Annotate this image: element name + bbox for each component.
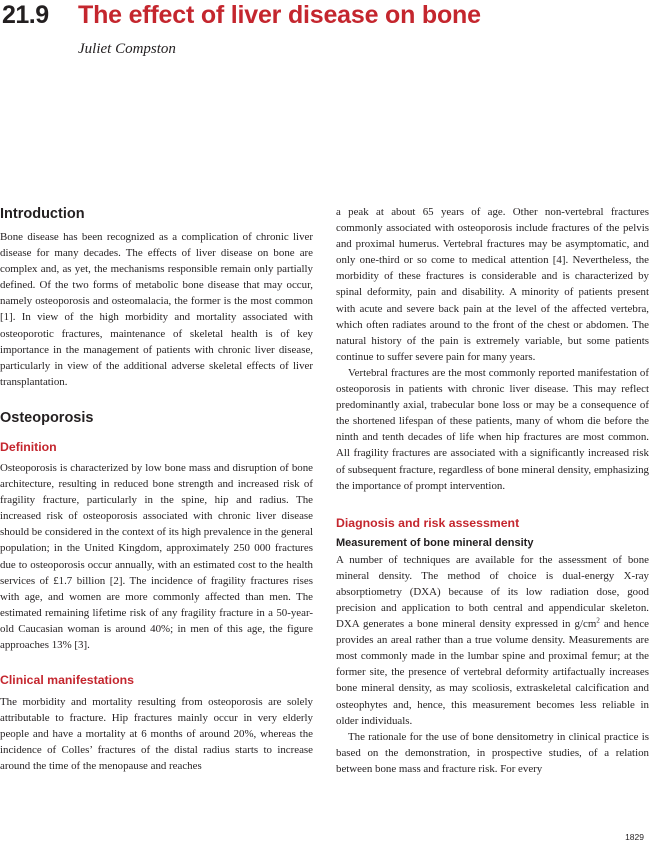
vertebral-fractures-paragraph: Vertebral fractures are the most commonly reported manifestation of osteoporosis in patients with chronic liver disease. This may reflect predominantly axial, trabecular bone loss or may be a consequence of the shortened lifespan of these patients, many of whom die before the ninth and tenth decades of life when hip fractures are most common. All fragility fractures are associated with a significantly increased risk of subsequent fracture, regardless of bone mineral density, emphasizing the importance of prompt intervention. — [336, 366, 649, 492]
measurement-heading: Measurement of bone mineral density — [336, 536, 534, 549]
left-column — [0, 205, 313, 775]
definition-paragraph: Osteoporosis is characterized by low bone mass and disruption of bone architecture, resulting in reduced bone strength and increased risk of fragility fracture, particularly in the spine, hip and radius. The increased risk of osteoporosis associated with chronic liver disease should be considered in the context of its high prevalence in the general population; in the United Kingdom, approximately 250 000 fractures due to osteoporosis occur annually, with an estimated cost to the health services of £1.7 billion [2]. The incidence of fragility fractures rises with age, and women are more commonly affected than men. The estimated remaining lifetime risk of any fragility fracture in a 50-year-old Caucasian woman is around 40%; in men of this age, the figure approaches 13% [3]. — [0, 461, 313, 651]
right-column — [336, 205, 649, 777]
superscript-two: 2 — [596, 616, 600, 625]
clinical-continued-paragraph: a peak at about 65 years of age. Other non-vertebral fractures commonly associated with osteoporosis include fractures of the pelvis and proximal humerus. Vertebral fractures may be asymptomatic, and only one-third or so come to medical attention [4]. Nevertheless, the morbidity of these fractures is considerable and is characterized by spinal deformity, pain and disability. A minority of patients present with acute and severe back pain at the level of the affected vertebra, which often radiates around to the front of the chest or abdomen. The natural history of the pain is extremely variable, but some patients continue to suffer severe pain for many years. — [336, 206, 649, 363]
introduction-heading: Introduction — [0, 206, 85, 222]
definition-heading: Definition — [0, 439, 57, 454]
introduction-paragraph: Bone disease has been recognized as a complication of chronic liver disease for many decades. The effects of liver disease on bone are complex and, as yet, the mechanisms responsible remain only partially defined. Of the two forms of metabolic bone disease that may occur, namely osteoporosis and osteomalacia, the former is the most common [1]. In view of the high morbidity and mortality associated with osteoporotic fractures, maintenance of skeletal health is of key importance in the management of patients with chronic liver disease, particularly in view of the additional adverse skeletal effects of liver transplantation. — [0, 231, 313, 388]
chapter-header — [2, 0, 642, 36]
author-name: Juliet Compston — [78, 41, 176, 57]
rationale-paragraph: The rationale for the use of bone densitometry in clinical practice is based on the demonstration, in prospective studies, of a relation between bone mass and fracture risk. For every — [336, 730, 649, 775]
diagnosis-heading: Diagnosis and risk assessment — [336, 515, 520, 530]
clinical-manifestations-paragraph: The morbidity and mortality resulting from osteoporosis are solely attributable to fracture. Hip fractures mainly occur in very elderly people and have a mortality at 6 months of around 20%, whereas the incidence of Colles’ fractures of the distal radius starts to increase around the time of the menopause and reaches — [0, 696, 313, 773]
chapter-title: The effect of liver disease on bone — [78, 1, 481, 29]
page-number: 1829 — [625, 832, 644, 842]
chapter-number: 21.9 — [2, 1, 49, 29]
measurement-paragraph — [336, 552, 649, 729]
measurement-text-a: A number of techniques are available for the assessment of bone mineral density. The method of choice is dual-energy X-ray absorptiometry (DXA) because of its low radiation dose, good precision and application to both central and appendicular skeleton. DXA generates a bone mineral density expressed in g/cm — [336, 553, 649, 631]
osteoporosis-heading: Osteoporosis — [0, 409, 94, 426]
measurement-text-b: and hence provides an areal rather than a true volume density. Measurements are most commonly made in the lumbar spine and proximal femur; at the former site, the presence of vertebral deformity artifactually increases bone mineral density, as may scoliosis, extraskeletal calcification and osteophytes and, hence, this measurement becomes less reliable in older individuals. — [336, 618, 649, 727]
clinical-manifestations-heading: Clinical manifestations — [0, 673, 134, 688]
